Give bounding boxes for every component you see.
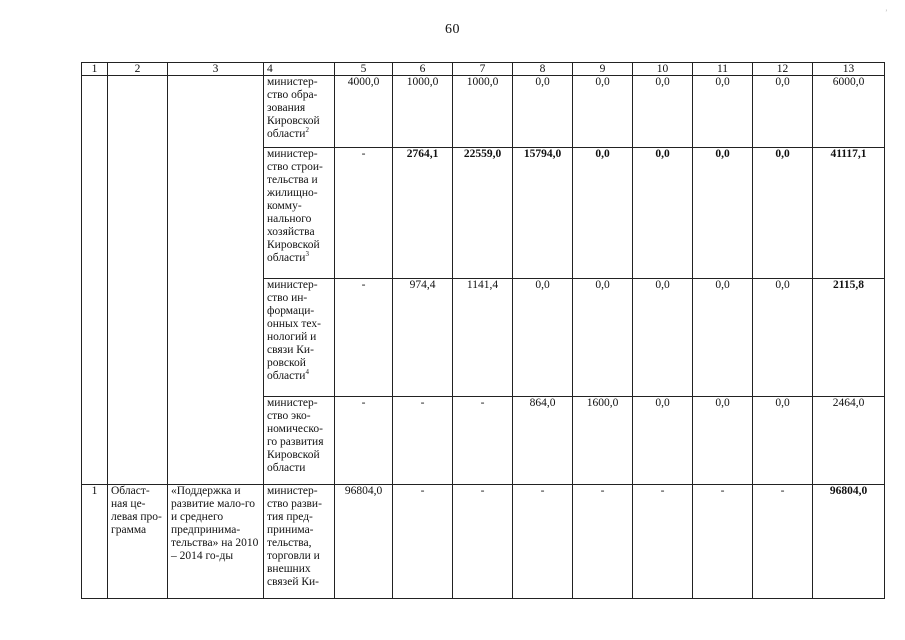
value-cell: 2464,0	[813, 397, 885, 485]
value-cell: 1000,0	[453, 76, 513, 148]
header-col-7: 7	[453, 63, 513, 76]
value-cell: 6000,0	[813, 76, 885, 148]
header-col-12: 12	[753, 63, 813, 76]
value-cell: 4000,0	[335, 76, 393, 148]
value-cell: 1600,0	[573, 397, 633, 485]
value-cell: 0,0	[573, 148, 633, 279]
cell-empty-c1	[82, 76, 108, 485]
value-cell: 864,0	[513, 397, 573, 485]
header-col-2: 2	[108, 63, 168, 76]
executor-cell: министер-ство разви-тия пред-принима-тельства, торговли и внешних связей Ки-	[264, 485, 335, 599]
value-cell: 0,0	[753, 148, 813, 279]
value-cell: 0,0	[633, 148, 693, 279]
corner-mark: ’	[885, 8, 888, 17]
value-cell: 41117,1	[813, 148, 885, 279]
value-cell: 0,0	[573, 279, 633, 397]
row-number-cell: 1	[82, 485, 108, 599]
value-cell: 0,0	[573, 76, 633, 148]
value-cell: 0,0	[753, 279, 813, 397]
value-cell: -	[453, 397, 513, 485]
value-cell: 0,0	[513, 279, 573, 397]
header-col-3: 3	[168, 63, 264, 76]
header-col-4: 4	[264, 63, 335, 76]
value-cell: 0,0	[693, 397, 753, 485]
header-col-11: 11	[693, 63, 753, 76]
header-row	[82, 63, 885, 76]
value-cell: 0,0	[633, 279, 693, 397]
value-cell: -	[753, 485, 813, 599]
program-name-cell: «Поддержка и развитие мало-го и среднего предпринима-тельства» на 2010 – 2014 го-ды	[168, 485, 264, 599]
value-cell: 2115,8	[813, 279, 885, 397]
program-type-cell: Област-ная це-левая про-грамма	[108, 485, 168, 599]
value-cell: 0,0	[693, 76, 753, 148]
value-cell: 0,0	[633, 397, 693, 485]
value-cell: 0,0	[693, 279, 753, 397]
header-col-10: 10	[633, 63, 693, 76]
cell-empty-c2	[108, 76, 168, 485]
executor-cell: министер-ство эко-номическо-го развития Кировской области	[264, 397, 335, 485]
value-cell: -	[453, 485, 513, 599]
value-cell: -	[393, 485, 453, 599]
value-cell: -	[393, 397, 453, 485]
table-row	[82, 76, 885, 148]
cell-empty-c3	[168, 76, 264, 485]
value-cell: -	[633, 485, 693, 599]
value-cell: 0,0	[633, 76, 693, 148]
value-cell: -	[573, 485, 633, 599]
value-cell: 96804,0	[335, 485, 393, 599]
value-cell: 2764,1	[393, 148, 453, 279]
executor-cell: министер-ство обра-зования Кировской области$^2$	[264, 76, 335, 148]
value-cell: 974,4	[393, 279, 453, 397]
page-number: 60	[445, 22, 460, 37]
executor-cell: министер-ство строи-тельства и жилищно-комму-нального хозяйства Кировской области$^3$	[264, 148, 335, 279]
budget-table	[81, 62, 885, 599]
value-cell: 1000,0	[393, 76, 453, 148]
value-cell: -	[335, 279, 393, 397]
value-cell: -	[513, 485, 573, 599]
executor-cell: министер-ство ин-формаци-онных тех-нологий и связи Ки-ровской области$^4$	[264, 279, 335, 397]
value-cell: 96804,0	[813, 485, 885, 599]
value-cell: -	[335, 397, 393, 485]
table-row	[82, 485, 885, 599]
value-cell: 0,0	[753, 76, 813, 148]
value-cell: 22559,0	[453, 148, 513, 279]
header-col-1: 1	[82, 63, 108, 76]
value-cell: 0,0	[753, 397, 813, 485]
header-col-8: 8	[513, 63, 573, 76]
header-col-9: 9	[573, 63, 633, 76]
header-col-5: 5	[335, 63, 393, 76]
header-col-6: 6	[393, 63, 453, 76]
value-cell: 1141,4	[453, 279, 513, 397]
value-cell: 15794,0	[513, 148, 573, 279]
value-cell: -	[693, 485, 753, 599]
value-cell: -	[335, 148, 393, 279]
header-col-13: 13	[813, 63, 885, 76]
value-cell: 0,0	[693, 148, 753, 279]
value-cell: 0,0	[513, 76, 573, 148]
